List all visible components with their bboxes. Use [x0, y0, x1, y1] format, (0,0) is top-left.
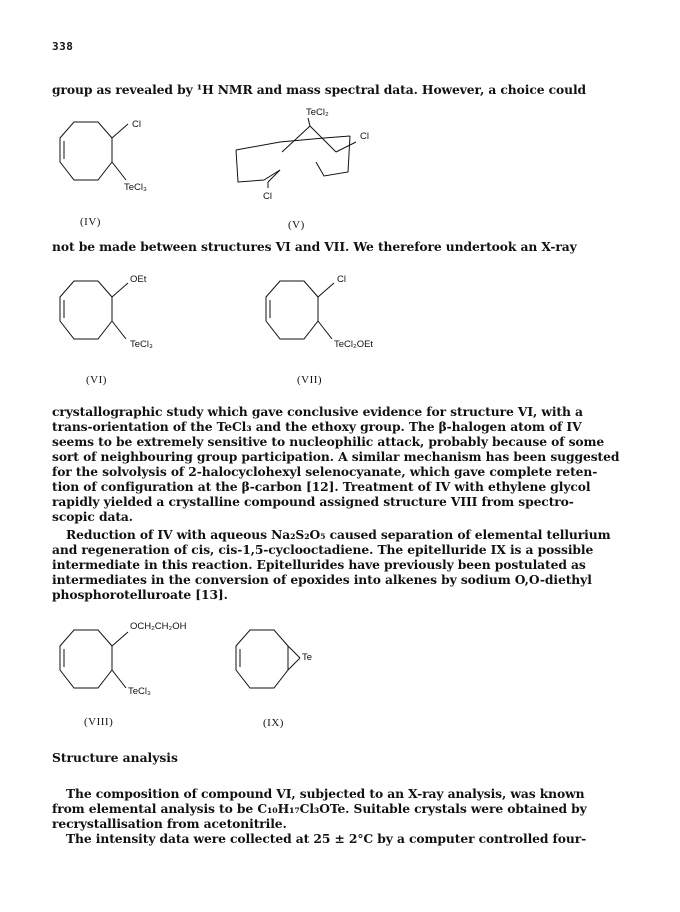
text-line: and regeneration of cis, cis-1,5-cyclooctadiene. The epitelluride IX is a possible [52, 542, 594, 557]
vii-chloro: Cl [337, 274, 346, 285]
text-line: seems to be extremely sensitive to nucleophilic attack, probably because of some [52, 434, 605, 449]
text-line: Reduction of IV with aqueous Na₂S₂O₅ caused separation of elemental tellurium [66, 527, 611, 542]
text-line: sort of neighbouring group participation. A similar mechanism has been suggested [52, 449, 620, 464]
iv-chloro: Cl [132, 119, 141, 130]
v-chloro-bottom: Cl [263, 191, 272, 202]
v-chloro-right: Cl [360, 131, 369, 142]
label-ix: (IX) [263, 717, 284, 729]
structure-viii [52, 626, 142, 710]
text-line: not be made between structures VI and VII. We therefore undertook an X-ray [52, 239, 577, 254]
iv-tecl3: TeCl₃ [124, 182, 147, 193]
text-line: The composition of compound VI, subjected to an X-ray analysis, was known [66, 786, 585, 801]
text-line: trans-orientation of the TeCl₃ and the ethoxy group. The β-halogen atom of IV [52, 419, 582, 434]
page-number: 338 [52, 40, 74, 53]
viii-glycol-ether: OCH₂CH₂OH [130, 621, 187, 632]
section-heading: Structure analysis [52, 750, 178, 765]
label-iv: (IV) [80, 216, 101, 228]
vii-tecl2oet: TeCl₂OEt [334, 339, 374, 350]
text-line: rapidly yielded a crystalline compound assigned structure VIII from spectro- [52, 494, 574, 509]
vi-tecl3: TeCl₃ [130, 339, 153, 350]
text-line: intermediate in this reaction. Epitellurides have previously been postulated as [52, 557, 586, 572]
label-vii: (VII) [297, 374, 323, 386]
text-line: phosphorotelluroate [13]. [52, 587, 228, 602]
text-line: from elemental analysis to be C₁₀H₁₇Cl₃OTe. Suitable crystals were obtained by [52, 801, 587, 816]
label-vi: (VI) [86, 374, 107, 386]
label-v: (V) [288, 219, 305, 231]
text-line: intermediates in the conversion of epoxides into alkenes by sodium O,O-diethyl [52, 572, 592, 587]
label-viii: (VIII) [84, 716, 114, 728]
text-line: recrystallisation from acetonitrile. [52, 816, 287, 831]
viii-tecl3: TeCl₃ [128, 686, 151, 697]
text-line: tion of configuration at the β-carbon [12]. Treatment of IV with ethylene glycol [52, 479, 591, 494]
structure-ix [228, 626, 338, 710]
text-line: The intensity data were collected at 25 ± 2°C by a computer controlled four- [66, 831, 587, 846]
structure-v [228, 112, 378, 206]
ix-tellurium: Te [302, 652, 313, 663]
v-tecl2: TeCl₂ [306, 107, 329, 118]
text-line: scopic data. [52, 509, 133, 524]
text-line: for the solvolysis of 2-halocyclohexyl selenocyanate, which gave complete reten- [52, 464, 598, 479]
vi-ethoxy: OEt [130, 274, 147, 285]
structure-vi [52, 277, 142, 361]
text-line: group as revealed by ¹H NMR and mass spectral data. However, a choice could [52, 82, 587, 97]
text-line: crystallographic study which gave conclusive evidence for structure VI, with a [52, 404, 583, 419]
